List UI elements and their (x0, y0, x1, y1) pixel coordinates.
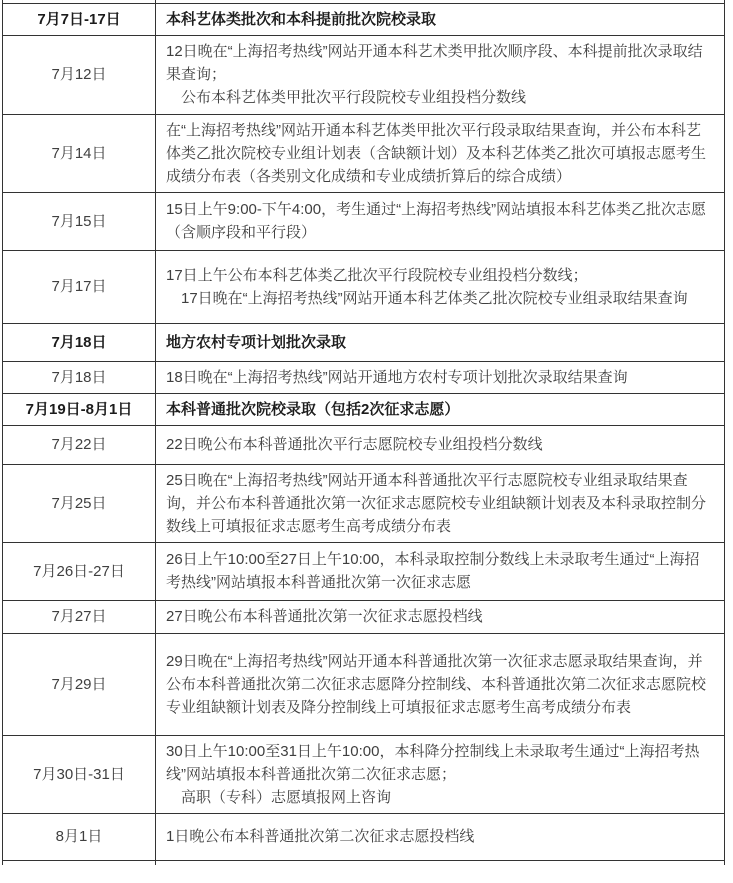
table-row (3, 600, 725, 633)
content-line: 22日晚公布本科普通批次平行志愿院校专业组投档分数线 (166, 436, 543, 453)
date-cell: 7月27日 (3, 600, 156, 633)
table-row (3, 114, 725, 192)
content-line: 15日上午9:00-下午4:00，考生通过“上海招考热线”网站填报本科艺体类乙批次志愿（含顺序段和平行段） (166, 201, 707, 241)
content-line: 27日晚公布本科普通批次第一次征求志愿投档线 (166, 608, 483, 625)
table-row (3, 633, 725, 735)
table-row (3, 425, 725, 464)
content-cell (156, 542, 725, 600)
table-row (3, 542, 725, 600)
date-cell: 7月26日-27日 (3, 542, 156, 600)
date-cell: 7月30日-31日 (3, 735, 156, 813)
content-cell (156, 35, 725, 114)
date-cell: 8月1日 (3, 813, 156, 860)
date-cell: 7月22日 (3, 425, 156, 464)
table-row (3, 192, 725, 250)
content-cell (156, 813, 725, 860)
content-line: 17日上午公布本科艺体类乙批次平行段院校专业组投档分数线； (166, 266, 588, 284)
content-line: 1日晚公布本科普通批次第二次征求志愿投档线 (166, 828, 475, 845)
table-row (3, 735, 725, 813)
content-line: 25日晚在“上海招考热线”网站开通本科普通批次平行志愿院校专业组录取结果查询，并公布本科普通批次第一次征求志愿院校专业组缺额计划表及本科录取控制分数线上可填报征求志愿考生高考成绩分布表 (166, 471, 707, 535)
content-line: 高职（专科）志愿填报网上咨询 (166, 788, 392, 806)
content-cell (156, 735, 725, 813)
date-cell: 7月14日 (3, 114, 156, 192)
date-cell: 7月18日 (3, 323, 156, 361)
table-row (3, 323, 725, 361)
content-line: 17日晚在“上海招考热线”网站开通本科艺体类乙批次院校专业组录取结果查询 (166, 289, 688, 307)
content-line: 30日上午10:00至31日上午10:00，本科降分控制线上未录取考生通过“上海招考热线”网站填报本科普通批次第二次征求志愿； (166, 742, 700, 783)
content-line: 本科艺体类批次和本科提前批次院校录取 (166, 10, 437, 28)
content-cell (156, 464, 725, 542)
table-row (3, 3, 725, 35)
content-line: 本科普通批次院校录取（包括2次征求志愿） (166, 400, 460, 418)
table-row (3, 813, 725, 860)
content-line: 12日晚在“上海招考热线”网站开通本科艺术类甲批次顺序段、本科提前批次录取结果查询； (166, 43, 703, 83)
content-cell (156, 192, 725, 250)
date-cell: 7月18日 (3, 361, 156, 393)
content-cell (156, 250, 725, 323)
content-cell (156, 3, 725, 35)
content-cell (156, 114, 725, 192)
content-cell (156, 361, 725, 393)
date-cell: 7月15日 (3, 192, 156, 250)
table-row (3, 250, 725, 323)
partial-row-bottom (3, 860, 725, 865)
content-line: 公布本科艺体类甲批次平行段院校专业组投档分数线 (166, 89, 527, 106)
content-line: 在“上海招考热线”网站开通本科艺体类甲批次平行段录取结果查询，并公布本科艺体类乙批次院校专业组计划表（含缺额计划）及本科艺体类乙批次可填报志愿考生成绩分布表（各类别文化成绩和专业成绩折算后的综合成绩） (166, 121, 707, 185)
content-cell (156, 393, 725, 425)
date-cell: 7月25日 (3, 464, 156, 542)
content-line: 26日上午10:00至27日上午10:00，本科录取控制分数线上未录取考生通过“上海招考热线”网站填报本科普通批次第一次征求志愿 (166, 551, 700, 591)
date-cell: 7月17日 (3, 250, 156, 323)
table-row (3, 464, 725, 542)
content-cell (156, 633, 725, 735)
date-cell: 7月19日-8月1日 (3, 393, 156, 425)
content-line: 29日晚在“上海招考热线”网站开通本科普通批次第一次征求志愿录取结果查询，并公布本科普通批次第二次征求志愿降分控制线、本科普通批次第二次征求志愿院校专业组缺额计划表及降分控制线上可填报征求志愿考生高考成绩分布表 (166, 652, 707, 716)
schedule-table (2, 0, 725, 865)
table-row (3, 35, 725, 114)
date-cell: 7月29日 (3, 633, 156, 735)
date-cell (3, 860, 156, 865)
date-cell: 7月12日 (3, 35, 156, 114)
schedule-body (3, 0, 725, 865)
content-line: 18日晚在“上海招考热线”网站开通地方农村专项计划批次录取结果查询 (166, 368, 628, 386)
date-cell: 7月7日-17日 (3, 3, 156, 35)
content-cell (156, 860, 725, 865)
content-cell (156, 600, 725, 633)
content-cell (156, 323, 725, 361)
content-line: 地方农村专项计划批次录取 (166, 333, 347, 351)
table-row (3, 361, 725, 393)
content-cell (156, 425, 725, 464)
table-row (3, 393, 725, 425)
